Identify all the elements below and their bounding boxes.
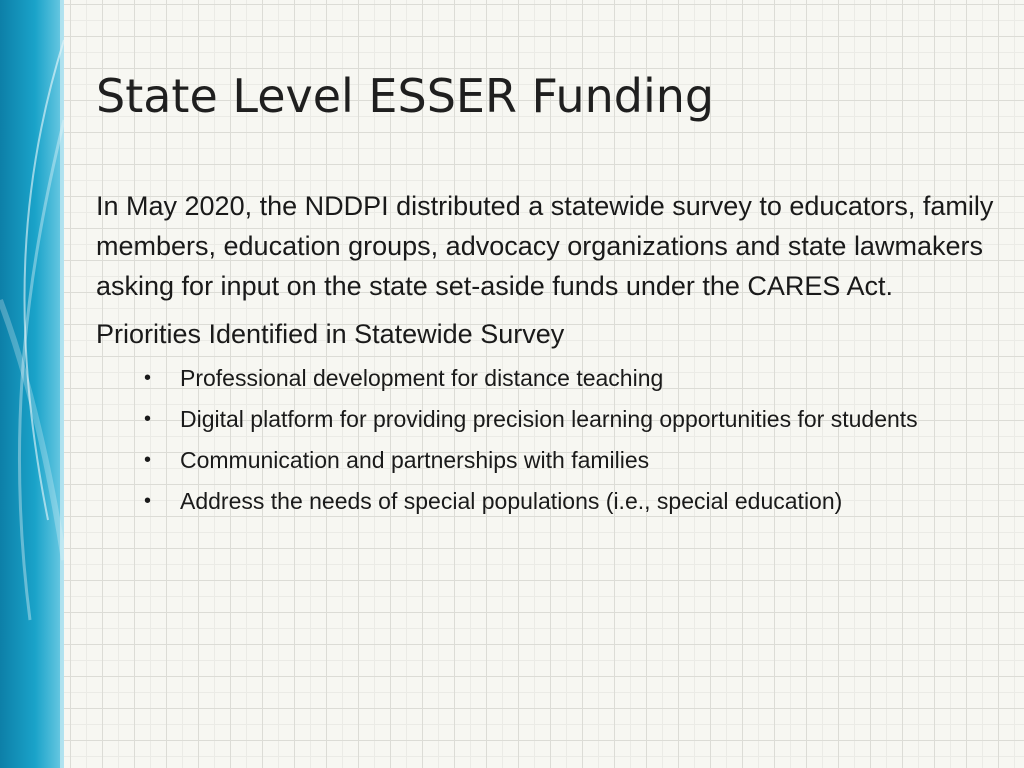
slide-body [96,186,996,518]
bullet-icon: • [144,408,152,430]
bullet-icon: • [144,367,152,389]
list-item [96,403,940,436]
intro-paragraph: In May 2020, the NDDPI distributed a statewide survey to educators, family members, education groups, advocacy organizations and state lawmakers asking for input on the state set-aside funds under the CARES Act. [96,191,994,301]
bullet-icon: • [144,490,152,512]
bullet-icon: • [144,449,152,471]
list-item [96,444,940,477]
list-item-text: Communication and partnerships with families [180,447,650,473]
decorative-side-band [0,0,64,768]
priorities-list [96,362,996,518]
priorities-heading: Priorities Identified in Statewide Survey [96,319,565,349]
list-item [96,362,940,395]
list-item-text: Address the needs of special populations (i.e., special education) [180,488,843,514]
list-item-text: Digital platform for providing precision learning opportunities for students [180,406,918,432]
slide-title: State Level ESSER Funding [96,69,715,123]
list-item [96,485,940,518]
list-item-text: Professional development for distance teaching [180,365,664,391]
